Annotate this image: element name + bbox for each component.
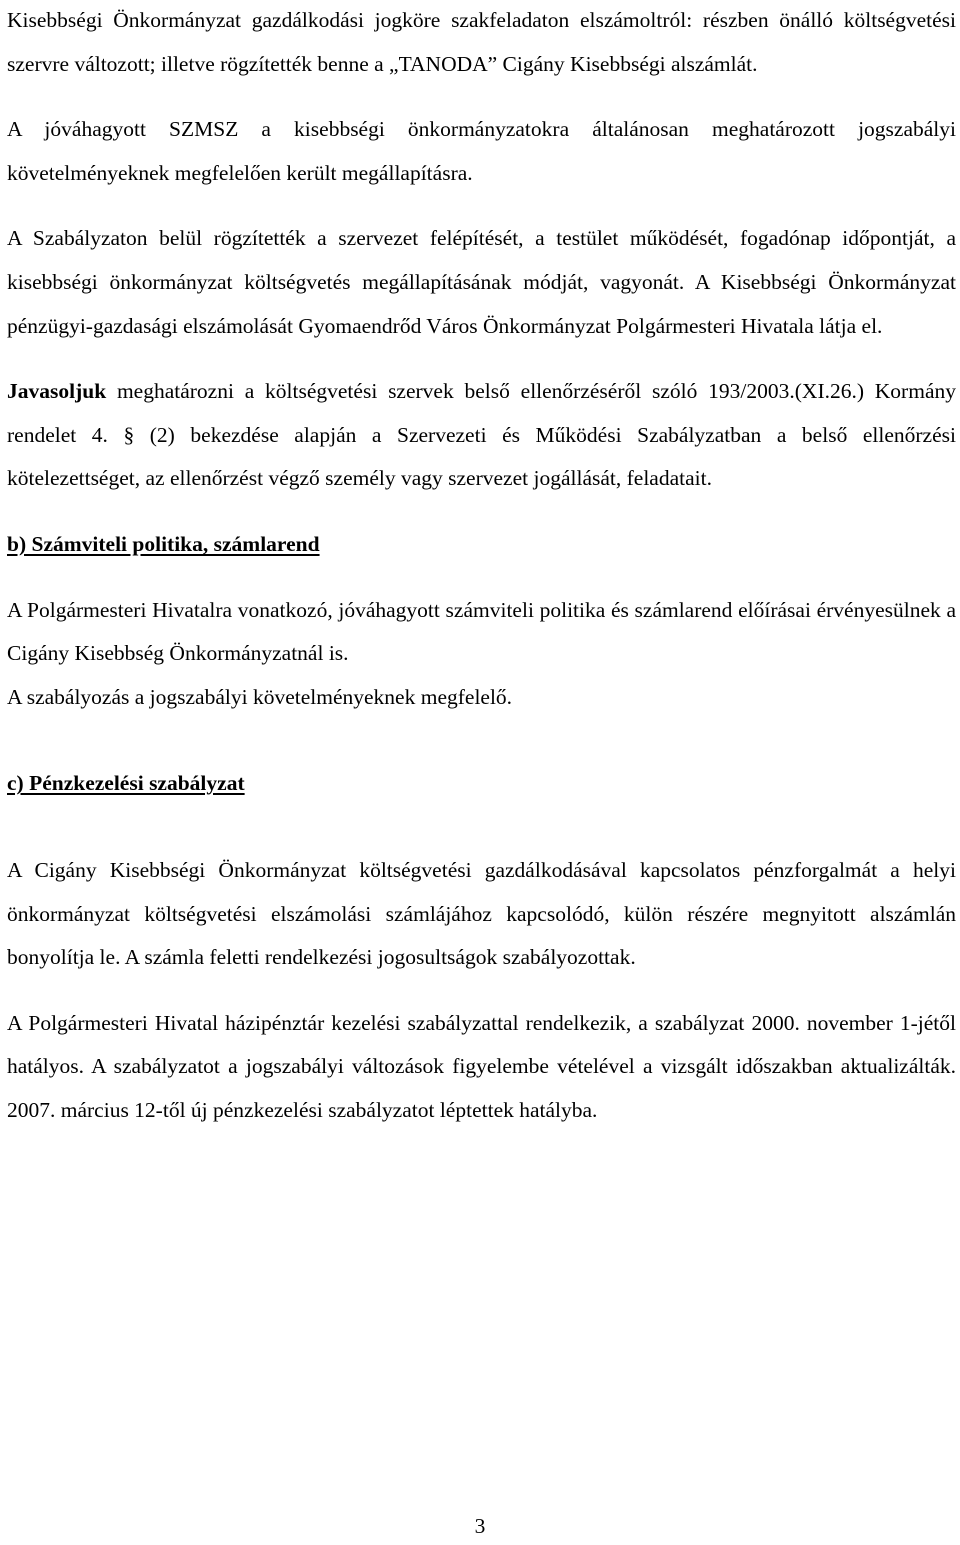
paragraph-szabalyzat: A Szabályzaton belül rögzítették a szervezet felépítését, a testület működését, fogadónap időpontját, a kisebbségi önkormányzat költségvetés megállapításának módját, vagyonát. A Kisebbségi Önkormányzat pénzügyi-gazdasági elszámolását Gyomaendrőd Város Önkormányzat Polgármesteri Hivatala látja el.: [7, 226, 956, 338]
paragraph-hazipenztar: A Polgármesteri Hivatal házipénztár kezelési szabályzattal rendelkezik, a szabályzat 2000. november 1-jétől hatályos. A szabályzatot a jogszabályi változások figyelembe vételével a vizsgált időszakban aktualizálták. 2007. március 12-től új pénzkezelési szabályzatot léptettek hatályba.: [7, 1010, 956, 1122]
paragraph-javaslat: [7, 370, 956, 501]
paragraph-szamviteli-politika: A Polgármesteri Hivatalra vonatkozó, jóváhagyott számviteli politika és számlarend előírásai érvényesülnek a Cigány Kisebbség Önkormányzatnál is.: [7, 597, 956, 666]
section-heading-szamviteli-politika: b) Számviteli politika, számlarend: [7, 531, 320, 556]
javaslat-text: meghatározni a költségvetési szervek belső ellenőrzéséről szóló 193/2003.(XI.26.) Kormány rendelet 4. § (2) bekezdése alapján a Szervezeti és Működési Szabályzatban a belső ellenőrzési kötelezettséget, az ellenőrzést végző személy vagy szervezet jogállását, feladatait.: [7, 379, 956, 491]
document-page: [7, 0, 956, 1132]
page-number: 3: [474, 1514, 486, 1538]
paragraph-szmsz: A jóváhagyott SZMSZ a kisebbségi önkormányzatokra általánosan meghatározott jogszabályi követelményeknek megfelelően került megállapításra.: [7, 117, 956, 185]
paragraph-gazdalkodasi-jogkor: Kisebbségi Önkormányzat gazdálkodási jogköre szakfeladaton elszámoltról: részben önálló költségvetési szervre változott; illetve rögzítették benne a „TANODA” Cigány Kisebbségi alszámlát.: [7, 8, 956, 76]
section-heading-penzkezelesi-szabalyzat: c) Pénzkezelési szabályzat: [7, 771, 245, 796]
paragraph-szabalyozas: A szabályozás a jogszabályi követelményeknek megfelelő.: [7, 684, 513, 709]
javaslat-keyword: Javasoljuk: [7, 379, 107, 404]
paragraph-penzforgalom: A Cigány Kisebbségi Önkormányzat költségvetési gazdálkodásával kapcsolatos pénzforgalmát a helyi önkormányzat költségvetési elszámolási számlájához kapcsolódó, külön részére megnyitott alszámlán bonyolítja le. A számla feletti rendelkezési jogosultságok szabályozottak.: [7, 857, 956, 970]
